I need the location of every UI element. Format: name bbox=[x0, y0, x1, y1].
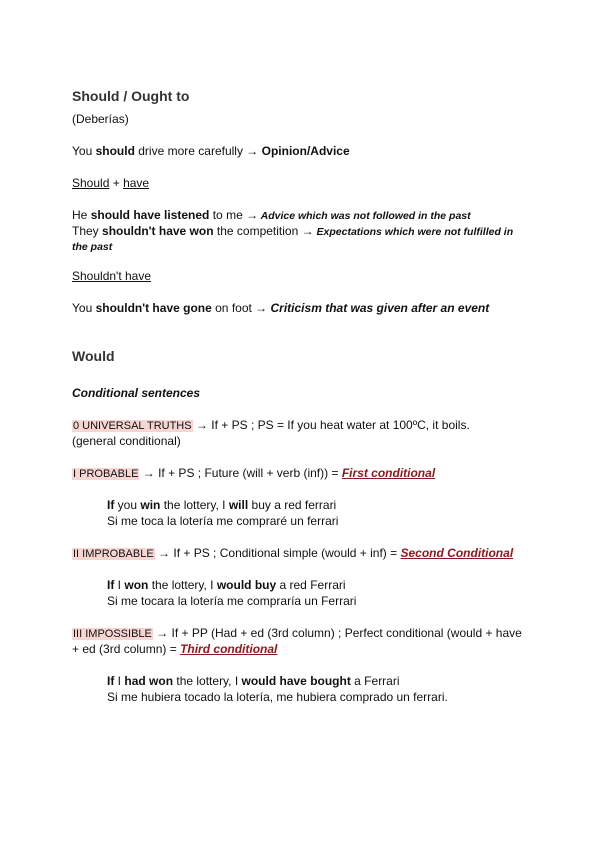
arrow-icon: → bbox=[246, 208, 259, 222]
first-example: If you win the lottery, I will buy a red ferrari bbox=[107, 498, 337, 512]
second-conditional-link[interactable]: Second Conditional bbox=[400, 546, 514, 560]
second-example-es: Si me tocara la lotería me compraría un Ferrari bbox=[107, 594, 357, 608]
third-tag: III IMPOSSIBLE bbox=[73, 628, 152, 640]
criticism-line: You shouldn't have gone on foot → Criticism that was given after an event bbox=[72, 301, 490, 315]
past-line-2: They shouldn't have won the competition → Expectations which were not fulfilled in bbox=[72, 224, 514, 238]
second-tag: II IMPROBABLE bbox=[73, 548, 154, 560]
second-example: If I won the lottery, I would buy a red Ferrari bbox=[107, 578, 346, 592]
arrow-icon: → bbox=[255, 301, 268, 315]
arrow-icon: → bbox=[301, 224, 314, 238]
arrow-icon: → bbox=[246, 144, 259, 158]
first-tag: I PROBABLE bbox=[73, 468, 139, 480]
zero-tag: 0 UNIVERSAL TRUTHS bbox=[73, 420, 192, 432]
shouldnt-have-heading: Shouldn't have bbox=[72, 269, 152, 283]
zero-conditional-line: 0 UNIVERSAL TRUTHS → If + PS ; PS = If you heat water at 100ºC, it boils. bbox=[73, 418, 470, 432]
third-conditional-line: III IMPOSSIBLE → If + PP (Had + ed (3rd column) ; Perfect conditional (would + have bbox=[73, 626, 522, 640]
would-title: Would bbox=[72, 348, 115, 364]
doc-title: Should / Ought to bbox=[72, 88, 190, 104]
third-example-es: Si me hubiera tocado la lotería, me hubiera comprado un ferrari. bbox=[107, 690, 448, 704]
past-line-1: He should have listened to me → Advice which was not followed in the past bbox=[72, 208, 471, 222]
conditional-title: Conditional sentences bbox=[72, 386, 201, 400]
first-example-es: Si me toca la lotería me compraré un ferrari bbox=[107, 514, 339, 528]
past-line-2-cont: the past bbox=[72, 241, 113, 253]
third-conditional-link[interactable]: Third conditional bbox=[180, 642, 278, 656]
second-conditional-line: II IMPROBABLE → If + PS ; Conditional simple (would + inf) = Second Conditional bbox=[73, 546, 514, 560]
first-conditional-link[interactable]: First conditional bbox=[341, 466, 436, 480]
advice-line: You should drive more carefully → Opinion/Advice bbox=[72, 144, 350, 158]
third-example: If I had won the lottery, I would have bought a Ferrari bbox=[107, 674, 400, 688]
should-have-heading: Should + have bbox=[72, 176, 150, 190]
zero-conditional-note: (general conditional) bbox=[72, 434, 181, 448]
first-conditional-line: I PROBABLE → If + PS ; Future (will + verb (inf)) = First conditional bbox=[73, 466, 436, 480]
translation-note: (Deberías) bbox=[72, 112, 129, 126]
third-conditional-line-2: + ed (3rd column) = Third conditional bbox=[72, 642, 278, 656]
